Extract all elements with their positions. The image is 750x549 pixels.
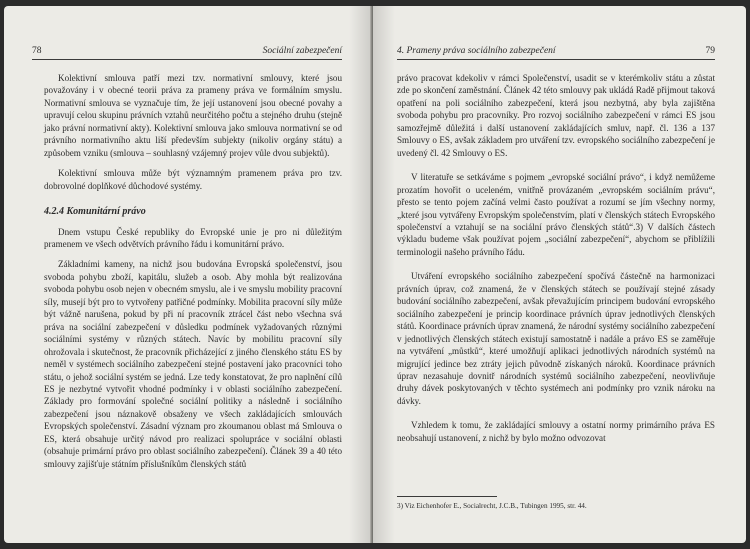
footnote: 3) Viz Eichenhofer E., Socialrecht, J.C.B., Tubingen 1995, str. 44.	[397, 502, 587, 510]
left-body	[44, 72, 342, 470]
paragraph: V literatuře se setkáváme s pojmem „evropské sociální právo“, i když nemůžeme prozatím hovořit o uceleném, vnitřně provázaném „evropském sociálním právu“, přesto se tento pojem začíná velmi často používat a rozumí se jím všechny normy, „které jsou vytvářeny Evropským společenstvím, platí v členských státech Evropského společenství a vztahují se na sociální právo členských států“.3) V dalších částech výkladu budeme však používat pojem „sociální zabezpečení“, abychom se přiblížili terminologii našeho právního řádu.	[397, 172, 715, 257]
paragraph: Dnem vstupu České republiky do Evropské unie je pro ni důležitým pramenem ve všech odvětvích právního řádu i komunitární právo.	[44, 226, 342, 249]
left-running-head: Sociální zabezpečení	[262, 46, 342, 56]
right-page-number: 79	[705, 46, 715, 56]
left-header-rule	[32, 59, 342, 60]
footnote-rule	[397, 496, 497, 497]
book-spread	[4, 6, 746, 543]
right-body	[397, 72, 715, 444]
paragraph: Kolektivní smlouva patří mezi tzv. normativní smlouvy, které jsou považovány i v obecné teorii práva za prameny práva ve formálním smyslu. Normativní smlouva se vyznačuje tím, že její ustanovení jsou obecné povahy a upravují celou skupinu právních vztahů neurčitého počtu a stejného druhu (stejně jako právní normativní akty). Kolektivní smlouva jako smlouva normativní se od právního normativního aktu liší především subjekty (nikoliv orgány státu) a způsobem vzniku (smlouva – souhlasný vzájemný projev vůle dvou subjektů).	[44, 73, 342, 158]
paragraph: Základními kameny, na nichž jsou budována Evropská společenství, jsou svoboda pohybu zboží, kapitálu, služeb a osob. Aby mohla být realizována svoboda pohybu osob nejen v obecném smyslu, ale i ve smyslu mobility pracovní síly, musejí být pro to vytvořeny patřičné podmínky. Mobilita pracovní síly může být vážně narušena, pokud by při ní pracovník ztrácel část nebo všechna svá práva na sociální zabezpečení v důsledku podmínek vyžadovaných různými sociálními systémy v různých státech. Navíc by mobilitu pracovní síly ohrožovala i skutečnost, že pracovník přicházející z jiného členského státu ES by neměl v systémech sociálního zabezpečení stejné postavení jako pracovníci toho státu, o jehož sociální systém se jedná. Lze tedy konstatovat, že pro naplnění cílů ES je nezbytné vytvořit vhodné podmínky i v oblasti sociálního zabezpečení. Základy pro formování společné sociální politiky a následně i sociálního zabezpečení jsou náznakově obsaženy ve všech zakládajících smlouvách Evropských společenství. Zásadní význam pro zkoumanou oblast má Smlouva o ES, která obsahuje určitý návod pro realizaci spolupráce v sociální oblasti (obsahuje primární právo pro oblast sociálního zabezpečení). Článek 39 a 40 této smlouvy zajišťuje státním příslušníkům členských států	[44, 259, 342, 469]
paragraph: Kolektivní smlouva může být významným pramenem práva pro tzv. dobrovolné doplňkové důchodové systémy.	[44, 168, 342, 191]
paragraph: Utváření evropského sociálního zabezpečení spočívá částečně na harmonizaci právních úprav, což znamená, že v členských státech se používají stejné zásady budování sociálního zabezpečení, avšak převažujícím principem budování evropského sociálního zabezpečení je princip koordinace právních úprav jednotlivých členských států. Koordinace právních úprav znamená, že národní systémy sociálního zabezpečení v jednotlivých členských státech existují samostatně i nadále a právo ES se zaměřuje na vytváření „můstků“, které umožňují aplikaci jednotlivých národních systémů na migrující jedince bez ztráty jejich původně získaných nároků. Koordinace právních úprav nezasahuje dovnitř národních systémů sociálního zabezpečení, neovlivňuje druhy dávek poskytovaných v těchto systémech ani podmínky pro vznik nároku na dávky.	[397, 271, 715, 406]
left-page	[4, 6, 371, 543]
right-page	[373, 6, 746, 543]
right-running-head: 4. Prameny práva sociálního zabezpečení	[397, 46, 556, 56]
paragraph: právo pracovat kdekoliv v rámci Společenství, usadit se v kterémkoliv státu a zůstat zde po skončení zaměstnání. Článek 42 této smlouvy pak ukládá Radě přijmout taková opatření na poli sociálního zabezpečení, která jsou nezbytná, aby byla zajištěna svoboda pohybu pro pracovníky. Pro rozvoj sociálního zabezpečení v rámci ES jsou samozřejmě důležitá i další ustanovení zakládajících smluv, např. čl. 136 a 137 Smlouvy o ES, avšak základem pro utváření tzv. evropského sociálního zabezpečení je uvedený čl. 42 Smlouvy o ES.	[397, 73, 715, 158]
paragraph: Vzhledem k tomu, že zakládající smlouvy a ostatní normy primárního práva ES neobsahují ustanovení, z nichž by bylo možno odvozovat	[397, 420, 715, 443]
left-page-number: 78	[32, 46, 42, 56]
section-heading: 4.2.4 Komunitární právo	[44, 206, 146, 218]
right-header-rule	[397, 59, 715, 60]
